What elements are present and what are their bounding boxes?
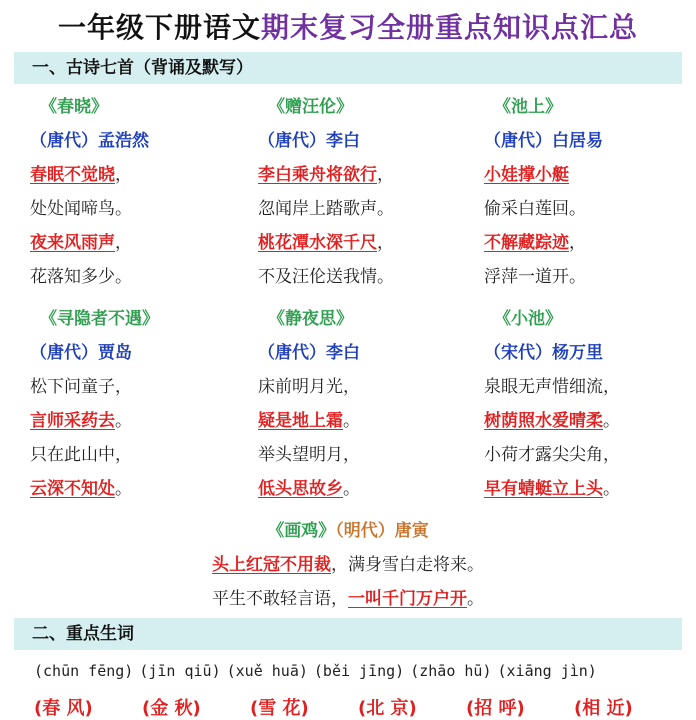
poem-title: 《赠汪伦》 [268,97,353,117]
poem-title: 《池上》 [494,97,562,117]
line-text: 。 [603,479,620,499]
highlight-text: 树荫照水爱晴柔 [484,411,603,431]
poem-line [30,438,240,472]
pinyin-item: (zhāo hū) [410,662,492,680]
title-part2: 期末复习全册重点知识点汇总 [261,11,639,44]
poem-author: （宋代）杨万里 [484,343,603,363]
line-text: ， [115,165,132,185]
poem-line [30,192,240,226]
line-text: 举头望明月， [258,445,360,465]
vocab-word: (雪 花) [250,698,309,719]
poem-line [258,404,468,438]
highlight-text: 一叫千门万户开 [348,589,467,609]
huaji-author: （明代）唐寅 [335,521,429,541]
poem-line [484,370,694,404]
highlight-text: 夜来风雨声 [30,233,115,253]
line-text: 小荷才露尖尖角， [484,445,620,465]
poem-line [258,472,468,506]
poem-title [0,514,696,548]
vocab-word: (北 京) [358,698,417,719]
highlight-text: 早有蜻蜓立上头 [484,479,603,499]
highlight-text: 春眠不觉晓 [30,165,115,185]
poem-line [0,548,696,582]
highlight-text: 云深不知处 [30,479,115,499]
highlight-text: 头上红冠不用裁 [212,555,331,575]
poem-author: （唐代）孟浩然 [30,131,149,151]
poem-line [258,260,468,294]
title-part1: 一年级下册语文 [57,11,261,44]
line-text: ， [377,233,394,253]
poem-block [258,302,468,506]
poem-title: 《静夜思》 [268,309,353,329]
vocab-word: (招 呼) [466,698,525,719]
line-text: 浮萍一道开。 [484,267,586,287]
highlight-text: 低头思故乡 [258,479,343,499]
highlight-text: 疑是地上霜 [258,411,343,431]
line-text: ， [569,233,586,253]
poem-author: （唐代）李白 [258,343,360,363]
line-text: 。 [343,479,360,499]
line-text: 偷采白莲回。 [484,199,586,219]
section-header-vocab: 二、重点生词 [14,618,682,650]
poem-block [484,302,694,506]
poem-line [258,192,468,226]
line-text: 忽闻岸上踏歌声。 [258,199,394,219]
poem-line [484,404,694,438]
line-text: 。 [115,411,132,431]
poem-line [258,438,468,472]
vocab-word: (相 近) [574,698,633,719]
highlight-text: 小娃撑小艇 [484,165,569,185]
poem-line [30,370,240,404]
poem-line [258,226,468,260]
poem-line [30,404,240,438]
poem-block [484,90,694,294]
poem-line [30,226,240,260]
poem-huaji [0,514,696,616]
line-text: 。 [467,589,484,609]
poem-line [484,438,694,472]
poem-author: （唐代）李白 [258,131,360,151]
poem-block [30,302,240,506]
pinyin-row [34,662,684,680]
poem-line [484,158,694,192]
poem-line [484,472,694,506]
poem-title: 《寻隐者不遇》 [40,309,159,329]
pinyin-item: (xiāng jìn) [497,662,597,680]
pinyin-item: (chūn fēng) [34,662,134,680]
highlight-text: 不解藏踪迹 [484,233,569,253]
poem-block [258,90,468,294]
highlight-text: 桃花潭水深千尺 [258,233,377,253]
poem-author: （唐代）白居易 [484,131,603,151]
highlight-text: 李白乘舟将欲行 [258,165,377,185]
vocab-word: (春 风) [34,698,93,719]
line-text: 床前明月光， [258,377,360,397]
line-text: 。 [343,411,360,431]
pinyin-item: (běi jīng) [313,662,405,680]
pinyin-item: (jīn qiū) [139,662,221,680]
poem-line [484,226,694,260]
line-text: ， [377,165,394,185]
poem-line [30,472,240,506]
line-text: 泉眼无声惜细流， [484,377,620,397]
line-text: ，满身雪白走将来。 [331,555,484,575]
highlight-text: 言师采药去 [30,411,115,431]
line-text: 不及汪伦送我情。 [258,267,394,287]
poem-line [484,192,694,226]
line-text: 。 [603,411,620,431]
poem-title: 《春晓》 [40,97,108,117]
poem-line [30,158,240,192]
line-text: ， [115,233,132,253]
section-header-poems: 一、古诗七首（背诵及默写） [14,52,682,84]
page-title [0,6,696,46]
poem-line [30,260,240,294]
pinyin-item: (xuě huā) [226,662,308,680]
line-text: 。 [115,479,132,499]
poem-block [30,90,240,294]
huaji-title: 《画鸡》 [267,521,336,541]
line-text: 松下问童子， [30,377,132,397]
line-text: 处处闻啼鸟。 [30,199,132,219]
poem-line [0,582,696,616]
poem-line [258,158,468,192]
line-text: 只在此山中， [30,445,132,465]
poem-line [484,260,694,294]
line-text: 花落知多少。 [30,267,132,287]
word-row [34,694,684,720]
poem-line [258,370,468,404]
vocab-word: (金 秋) [142,698,201,719]
poem-author: （唐代）贾岛 [30,343,132,363]
line-text: 平生不敢轻言语， [212,589,348,609]
poem-title: 《小池》 [494,309,562,329]
